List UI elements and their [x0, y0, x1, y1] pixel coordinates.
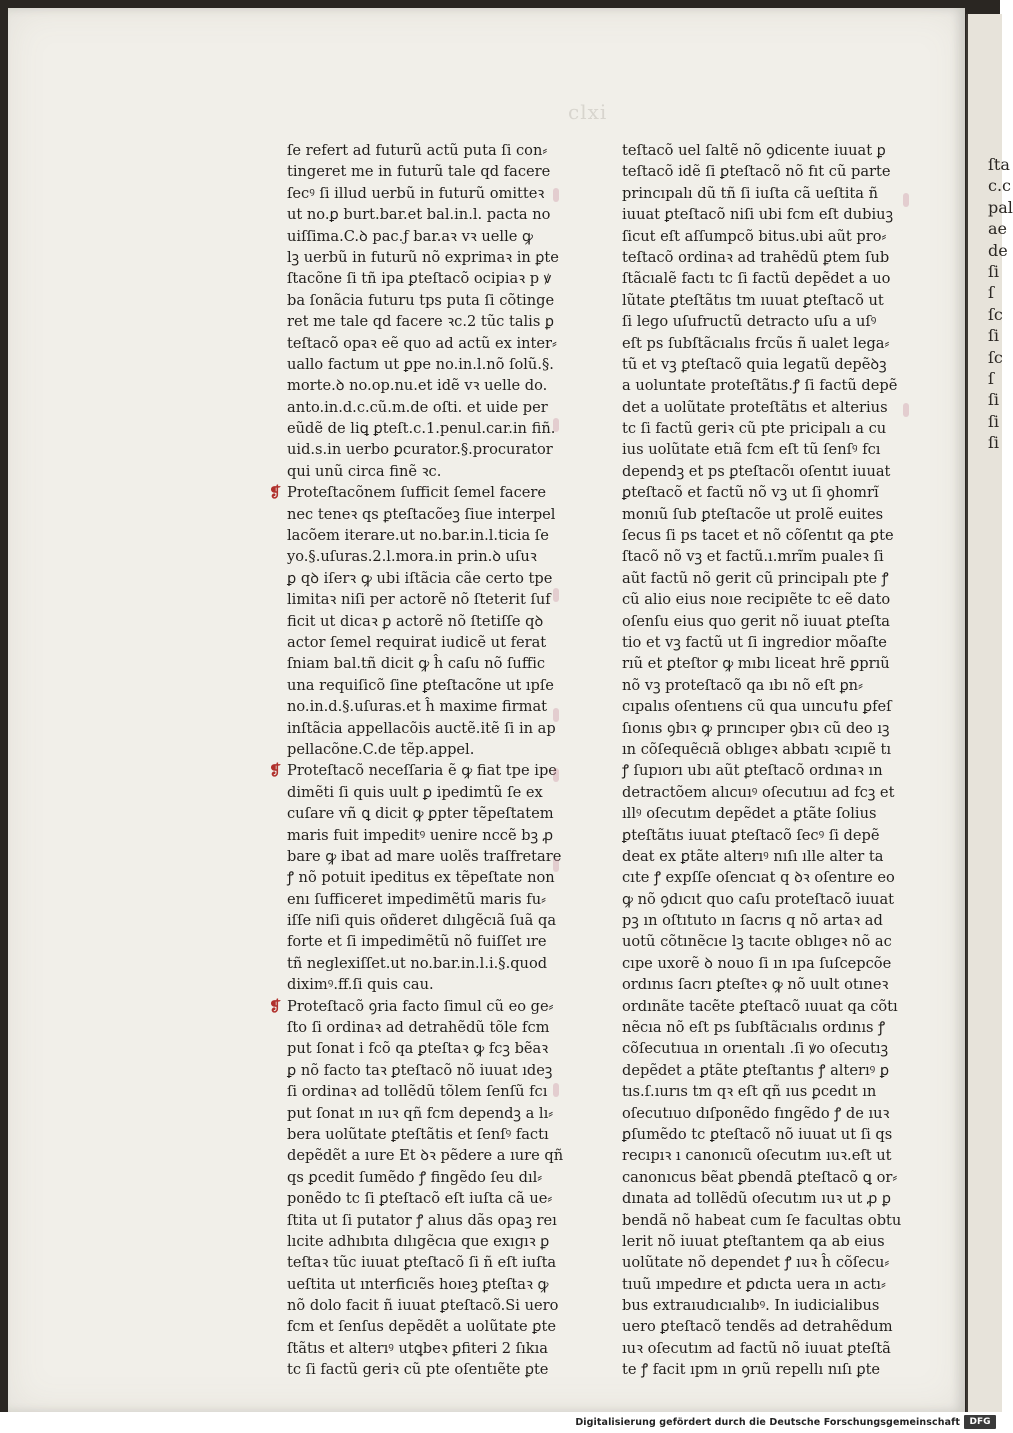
right-line-text: rıũ et ꝑteſtor ꝙ mıbı liceat hrẽ ꝑprıũ: [622, 655, 890, 673]
left-line: [287, 397, 557, 418]
left-line-text: dimẽti ſi quis uult ꝑ ipedimtũ ſe ex: [287, 783, 543, 801]
right-line-text: depẽdet a ꝑtãte ꝑteſtantıs ꝭ alterıꝰ ꝑ: [622, 1061, 890, 1079]
left-line: [287, 247, 557, 268]
right-line: [622, 1316, 902, 1337]
right-line: [622, 1274, 902, 1295]
left-line: [287, 525, 557, 546]
right-line: [622, 247, 902, 268]
margin-show-through-mark: [553, 858, 559, 872]
right-line-text: detractõem alıcuıꝰ oſecutıuı ad fcꝫ et: [622, 783, 895, 801]
left-line: [287, 931, 557, 952]
left-line: [287, 1316, 557, 1337]
right-line-text: deat ex ꝑtãte alterıꝰ nıſı ılle alter ta: [622, 847, 884, 865]
right-line: [622, 375, 902, 396]
left-line-text: ꝭ nõ potuit ipeditus ex tẽpeſtate non: [287, 869, 555, 887]
adjacent-page-text: ſta c.c pal ae de ſi ſ ſc ſi ſc ſ ſi ſi ſi: [988, 155, 1013, 453]
left-line: [287, 718, 557, 739]
left-line-text: ſto ſi ordinaꝛ ad detrahẽdũ tõle fcm: [287, 1019, 550, 1037]
left-line-text: no.in.d.§.uſuras.et ĥ maxime firmat: [287, 698, 548, 716]
dfg-logo: DFG: [964, 1415, 996, 1429]
right-line-text: aũt factũ nõ gerit cũ principalı pte ꝭ: [622, 569, 889, 587]
left-line: [287, 1167, 557, 1188]
right-line-text: uolũtate nõ dependet ꝭ ıuꝛ ĥ cõſecu⸗: [622, 1254, 890, 1272]
right-line-text: ordınıs ſacrı ꝑteſteꝛ ꝙ nõ uult otıneꝛ: [622, 976, 889, 994]
right-line-text: lũtate ꝑteſtãtıs tm ıuuat ꝑteſtacõ ut: [622, 291, 884, 309]
right-line-text: ꝑteſtacõ et factũ nõ vꝫ ut ſi ꝯhomrĩ: [622, 484, 879, 502]
right-line: [622, 204, 902, 225]
right-line: [622, 354, 902, 375]
left-line: [287, 1124, 557, 1145]
left-line: [287, 803, 557, 824]
right-line-text: ſi lego uſufructũ detracto uſu a uſꝰ: [622, 313, 877, 331]
left-line: [287, 290, 557, 311]
left-line: [287, 226, 557, 247]
right-line: [622, 910, 902, 931]
right-line-text: tio et vꝫ factũ ut ſi ingredior mõaſte: [622, 633, 887, 651]
left-line: [287, 504, 557, 525]
right-line-text: ꝙ nõ ꝯdıcıt quo caſu proteſtacõ iuuat: [622, 890, 895, 908]
left-line-text: tingeret me in futurũ tale qd facere: [287, 163, 551, 181]
right-line: [622, 1145, 902, 1166]
left-line: [287, 375, 557, 396]
right-line-text: a uoluntate proteſtãtıs.ꝭ ſi factũ depẽ: [622, 377, 898, 395]
left-line: [287, 140, 557, 161]
right-line: [622, 525, 902, 546]
left-line-text: ꝑ qꝺ iſerꝛ ꝙ ubi iſtãcia cãe certo tpe: [287, 569, 553, 587]
right-line-text: dependꝫ et ps ꝑteſtacõı oſentıt iuuat: [622, 462, 891, 480]
right-line-text: lerit nõ iuuat ꝑteſtantem qa ab eius: [622, 1232, 885, 1250]
right-line: [622, 546, 902, 567]
right-line-text: cıpalıs oſentıens cũ qua uıncuꝉu ꝑfeſ: [622, 698, 892, 716]
left-line-text: diximꝰ.ff.ſi quis cau.: [287, 976, 434, 994]
left-line-text: inſtãcia appellacõis auctẽ.itẽ ſi in ap: [287, 719, 556, 737]
right-line-text: tıs.ſ.ıurıs tm qꝛ eſt qñ ıus ꝑcedıt ın: [622, 1083, 877, 1101]
left-line-text: ſecꝰ ſi illud uerbũ in futurũ omitteꝛ: [287, 184, 545, 202]
right-line-text: canonıcus bẽat ꝑbendã ꝑteſtacõ ꝗ or⸗: [622, 1168, 898, 1186]
left-line: [287, 1295, 557, 1316]
right-line-text: eſt ps ſubſtãcıalıs frcũs ñ ualet lega⸗: [622, 334, 890, 352]
right-line-text: tc ſi factũ geriꝛ cũ pte pricipalı a cu: [622, 420, 887, 438]
right-line: [622, 825, 902, 846]
right-line-text: ordınãte tacẽte ꝑteſtacõ ıuuat qa cõtı: [622, 997, 898, 1015]
left-line-text: qs ꝑcedit ſumẽdo ꝭ fingẽdo ſeu dıl⸗: [287, 1168, 543, 1186]
right-line: [622, 439, 902, 460]
left-line: [287, 568, 557, 589]
right-line: [622, 632, 902, 653]
left-line: [287, 974, 557, 995]
left-line-text: nec teneꝛ qs ꝑteſtacõeꝫ ſiue interpel: [287, 505, 556, 523]
left-line-text: tc ſi factũ geriꝛ cũ pte oſentıẽte ꝑte: [287, 1361, 549, 1379]
book-page: [8, 8, 965, 1412]
right-line: [622, 718, 902, 739]
right-line: [622, 996, 902, 1017]
left-text-column: [269, 140, 564, 1381]
right-line: [622, 290, 902, 311]
right-line-text: uotũ cõtınẽcıe lꝫ tacıte oblıgeꝛ nõ ac: [622, 933, 892, 951]
right-line-text: cõſecutıua ın orıentalı .ſi ꝟo oſecutıꝫ: [622, 1040, 889, 1058]
margin-show-through-mark: [553, 418, 559, 432]
left-line-text: eũdẽ de liꝗ ꝑteſt.c.1.penul.car.in fiñ.: [287, 420, 556, 438]
right-line-text: ꝭ ſupıorı ubı aũt ꝑteſtacõ ordınaꝛ ın: [622, 762, 883, 780]
left-line-text: put ſonat ın ıuꝛ qñ fcm dependꝫ a lı⸗: [287, 1104, 554, 1122]
left-line: [287, 675, 557, 696]
right-line-text: bus extraıudıcıalıbꝰ. In iudicialibus: [622, 1297, 880, 1315]
left-line-text: nõ dolo facit ñ iuuat ꝑteſtacõ.Si uero: [287, 1297, 559, 1315]
left-line-text: uiſſima.C.ꝺ pac.ƒ bar.aꝛ vꝛ uelle ꝙ: [287, 227, 533, 245]
right-line: [622, 161, 902, 182]
right-line: [622, 1359, 902, 1380]
left-line-text: ſtacõne ſi tñ ipa ꝑteſtacõ ocipiaꝛ p ꝟ: [287, 270, 552, 288]
left-line-text: lıcite adhıbıta dılıgẽcıa que exıgıꝛ ꝑ: [287, 1232, 550, 1250]
right-line: [622, 183, 902, 204]
left-line: [287, 1038, 557, 1059]
right-line-text: cıpe uxorẽ ꝺ nouo ſi ın ıpa ſuſcepcõe: [622, 954, 892, 972]
right-line: [622, 696, 902, 717]
paragraph-mark-icon: ❡: [269, 997, 282, 1015]
right-line-text: ın cõſequẽcıã oblıgeꝛ abbatı ꝛcıpıẽ tı: [622, 740, 892, 758]
right-line: [622, 461, 902, 482]
right-line: [622, 1017, 902, 1038]
right-line-text: ſtãcıalẽ factı tc ſi factũ depẽdet a uo: [622, 270, 891, 288]
left-line: [287, 1252, 557, 1273]
right-line: [622, 1103, 902, 1124]
paragraph-mark-icon: ❡: [269, 762, 282, 780]
left-line-text: ꝑ nõ facto taꝛ ꝑteſtacõ nõ iuuat ıdeꝫ: [287, 1061, 553, 1079]
left-line-text: una requiſicõ ſine ꝑteſtacõne ut ıpſe: [287, 676, 554, 694]
right-line: [622, 418, 902, 439]
right-line: [622, 1295, 902, 1316]
left-line: [287, 889, 557, 910]
left-line: [287, 1103, 557, 1124]
right-line-text: ꝑſumẽdo tc ꝑteſtacõ nõ iuuat ut ſi qs: [622, 1125, 893, 1143]
left-line-text: anto.in.d.c.cũ.m.de oſti. et uide per: [287, 398, 548, 416]
left-line: [287, 161, 557, 182]
left-line: [287, 1060, 557, 1081]
right-line-text: monıũ ſub ꝑteſtacõe ut prolẽ euites: [622, 505, 884, 523]
left-line-text: ſtita ut ſi putator ꝭ alıus dãs opaꝫ reı: [287, 1211, 557, 1229]
right-line: [622, 504, 902, 525]
right-line: [622, 931, 902, 952]
left-line: [287, 867, 557, 888]
right-line-text: det a uolũtate proteſtãtıs et alterius: [622, 398, 888, 416]
left-line: [287, 1210, 557, 1231]
left-line-text: ut no.ꝑ burt.bar.et bal.in.l. pacta no: [287, 206, 551, 224]
left-line-text: ret me tale qd facere ꝛc.2 tũc talis ꝑ: [287, 313, 554, 331]
right-line-text: teſtacõ ordinaꝛ ad trahẽdũ ꝑtem ſub: [622, 248, 890, 266]
right-line-text: tũ et vꝫ ꝑteſtacõ quia legatũ depẽꝺꝫ: [622, 355, 887, 373]
left-line: [287, 653, 557, 674]
left-line: [287, 183, 557, 204]
right-line-text: teſtacõ uel ſaltẽ nõ ꝯdicente iuuat ꝑ: [622, 142, 886, 159]
left-line-text: pellacõne.C.de tẽp.appel.: [287, 740, 475, 758]
left-line-text: ueſtita ut ınterficıẽs hoıeꝫ ꝑteſtaꝛ ꝙ: [287, 1275, 549, 1293]
right-line: [622, 1252, 902, 1273]
left-line: [287, 1231, 557, 1252]
right-line: [622, 953, 902, 974]
right-line-text: ſıonıs ꝯbıꝛ ꝙ prıncıper ꝯbıꝛ cũ deo ıꝫ: [622, 719, 890, 737]
left-line-text: limitaꝛ niſi per actorẽ nõ ſteterit ſuf: [287, 591, 551, 609]
left-line: [287, 268, 557, 289]
left-line: [287, 354, 557, 375]
right-line: [622, 1338, 902, 1359]
left-line-text: ponẽdo tc ſi ꝑteſtacõ eſt iuſta cã ue⸗: [287, 1190, 553, 1208]
left-line: [287, 1274, 557, 1295]
left-line: [287, 1188, 557, 1209]
right-line-text: cũ alio eius noıe recipıẽte tc eẽ dato: [622, 591, 891, 609]
right-line-text: nẽcıa nõ eſt ps ſubſtãcıalıs ordınıs ꝭ: [622, 1019, 886, 1037]
right-line-text: ıllꝰ oſecutım depẽdet a ꝑtãte ſolius: [622, 805, 877, 823]
right-line-text: oſenſu eius quo gerit nõ iuuat ꝑteſta: [622, 612, 891, 630]
left-line-text: qui unũ circa finẽ ꝛc.: [287, 462, 442, 480]
left-line-text: ſniam bal.tñ dicit ꝙ ĥ caſu nõ ſuffic: [287, 655, 546, 673]
left-line: [287, 611, 557, 632]
left-line-text: uallo factum ut ꝑpe no.in.l.nõ ſolũ.§.: [287, 355, 554, 373]
left-line: [287, 1017, 557, 1038]
right-line-text: ſecus ſi ps tacet et nõ cõſentıt qa ꝑte: [622, 527, 894, 545]
left-line: [287, 953, 557, 974]
left-line-text: depẽdẽt a ıure Et ꝺꝛ pẽdere a ıure qñ: [287, 1147, 564, 1165]
left-line: [287, 910, 557, 931]
right-line-text: ius uolũtate etıã fcm eſt tũ ſenſꝰ fcı: [622, 441, 881, 459]
right-line: [622, 333, 902, 354]
left-line-text: Proteſtacõ ꝯria facto ſimul cũ eo ge⸗: [287, 997, 554, 1015]
left-line-text: ſe refert ad futurũ actũ puta ſi con⸗: [287, 142, 548, 159]
right-line: [622, 1188, 902, 1209]
left-line: [287, 632, 557, 653]
right-line: [622, 739, 902, 760]
digitization-credit: Digitalisierung gefördert durch die Deutsche Forschungsgemeinschaft: [575, 1417, 960, 1428]
right-line: [622, 1038, 902, 1059]
right-line: [622, 226, 902, 247]
left-line: [287, 333, 557, 354]
left-line: [287, 311, 557, 332]
right-line-text: oſecutıuo dıſponẽdo fıngẽdo ꝭ de ıuꝛ: [622, 1104, 890, 1122]
margin-show-through-mark: [553, 588, 559, 602]
margin-show-through-mark: [553, 768, 559, 782]
left-line-text: enı ſufficeret impedimẽtũ maris fu⸗: [287, 890, 546, 908]
left-line-text: forte et ſi impedimẽtũ nõ fuiſſet ıre: [287, 933, 547, 951]
right-line: [622, 1231, 902, 1252]
right-line: [622, 653, 902, 674]
left-line: [287, 739, 557, 760]
left-line-text: lacõem iterare.ut no.bar.in.l.ticia ſe: [287, 527, 549, 545]
left-line: [287, 418, 557, 439]
left-line: [287, 461, 557, 482]
margin-show-through-mark: [903, 193, 909, 207]
margin-show-through-mark: [553, 188, 559, 202]
left-line-text: teſtacõ opaꝛ eẽ quo ad actũ ex inter⸗: [287, 334, 557, 352]
left-line: [287, 204, 557, 225]
left-line-text: ſtãtıs et alterıꝰ utꝗbeꝛ ꝑfiteri 2 ſıkıa: [287, 1339, 548, 1357]
right-line: [622, 675, 902, 696]
left-line-text: put ſonat i fcõ qa ꝑteſtaꝛ ꝙ fcꝫ bẽaꝛ: [287, 1040, 549, 1058]
right-line: [622, 1210, 902, 1231]
left-line-text: cuſare vñ ꝗ dicit ꝙ ꝑpter tẽpeſtatem: [287, 805, 554, 823]
right-line: [622, 397, 902, 418]
right-line-text: te ꝭ facit ıpm ın ꝯrıũ repellı nıſı ꝑte: [622, 1361, 881, 1379]
right-line-text: princıpalı dũ tñ ſi iuſta cã ueſtita ñ: [622, 184, 878, 202]
left-line-text: bare ꝙ ibat ad mare uolẽs traſfretare: [287, 847, 562, 865]
left-line: [287, 696, 557, 717]
left-line-text: actor ſemel requirat iudicẽ ut ferat: [287, 633, 547, 651]
left-line-text: ſi ordinaꝛ ad tollẽdũ tõlem ſenſũ fcı: [287, 1083, 548, 1101]
right-line: [622, 889, 902, 910]
right-line: [622, 846, 902, 867]
left-line-text: fcm et ſenſus depẽdẽt a uolũtate ꝑte: [287, 1318, 557, 1336]
right-text-column: [622, 140, 902, 1381]
left-line-text: morte.ꝺ no.op.nu.et idẽ vꝛ uelle do.: [287, 377, 548, 395]
left-line-text: Proteſtacõnem ſufficit ſemel facere: [287, 484, 547, 502]
paragraph-mark-icon: ❡: [269, 484, 282, 502]
right-line: [622, 1167, 902, 1188]
right-line-text: bendã nõ habeat cum ſe facultas obtu: [622, 1211, 902, 1229]
left-line: [287, 825, 557, 846]
right-line-text: nõ vꝫ proteſtacõ qa ıbı nõ eſt ꝑn⸗: [622, 676, 863, 694]
left-line: [287, 1145, 564, 1166]
right-line: [622, 268, 902, 289]
adjacent-page-edge: [966, 14, 1013, 1412]
right-line-text: ſtacõ nõ vꝫ et factũ.ı.mrĩm pualeꝛ ſi: [622, 548, 884, 566]
folio-number: clxi: [568, 100, 608, 124]
margin-show-through-mark: [553, 708, 559, 722]
right-line: [622, 568, 902, 589]
left-line: [287, 589, 557, 610]
right-line-text: recıpıꝛ ı canonıcũ oſecutım ıuꝛ.eſt ut: [622, 1147, 892, 1165]
right-line-text: dınata ad tollẽdũ oſecutım ıuꝛ ut ꝓ ꝑ: [622, 1190, 891, 1208]
left-line: [287, 1081, 557, 1102]
right-line: [622, 1060, 902, 1081]
left-line: [269, 760, 557, 781]
right-line: [622, 611, 902, 632]
left-line-text: tñ neglexiſſet.ut no.bar.in.l.i.§.quod: [287, 954, 548, 972]
right-line-text: ꝑteſtãtıs iuuat ꝑteſtacõ ſecꝰ ſi depẽ: [622, 826, 880, 844]
left-line: [269, 996, 557, 1017]
margin-show-through-mark: [553, 1083, 559, 1097]
right-line: [622, 782, 902, 803]
right-line: [622, 974, 902, 995]
left-line-text: yo.§.uſuras.2.l.mora.in prin.ꝺ uſuꝛ: [287, 548, 537, 566]
left-line: [287, 546, 557, 567]
left-line-text: maris fuit impeditꝰ uenire nccẽ bꝫ ꝓ: [287, 826, 554, 844]
right-line: [622, 1081, 902, 1102]
right-line-text: ſicut eſt aſſumpcõ bitus.ubi aũt pro⸗: [622, 227, 887, 245]
right-line-text: ıuꝛ oſecutım ad factũ nõ iuuat ꝑteſtã: [622, 1339, 891, 1357]
right-line: [622, 1124, 902, 1145]
left-line-text: Proteſtacõ neceſſaria ẽ ꝙ fiat tpe ipe: [287, 762, 557, 780]
left-line: [269, 482, 557, 503]
left-line: [287, 1359, 557, 1380]
right-line: [622, 760, 902, 781]
right-line-text: cıte ꝭ expſſe oſencıat q ꝺꝛ oſentıre eo: [622, 869, 895, 887]
left-line-text: ficit ut dicaꝛ ꝑ actorẽ nõ ſtetiſſe qꝺ: [287, 612, 544, 630]
right-line: [622, 867, 902, 888]
left-line: [287, 846, 562, 867]
margin-show-through-mark: [903, 403, 909, 417]
left-line-text: teſtaꝛ tũc iuuat ꝑteſtacõ ſi ñ eſt iuſta: [287, 1254, 557, 1272]
right-line: [622, 482, 902, 503]
left-line-text: ba ſonãcia futuru tps puta ſi cõtinge: [287, 291, 555, 309]
right-line: [622, 803, 902, 824]
right-line-text: tıuũ ımpedıre et ꝑdıcta uera ın actı⸗: [622, 1275, 886, 1293]
right-line-text: uero ꝑteſtacõ tendẽs ad detrahẽdum: [622, 1318, 893, 1336]
right-line-text: iuuat ꝑteſtacõ niſi ubi fcm eſt dubiuꝫ: [622, 206, 894, 224]
right-line-text: teſtacõ idẽ ſi ꝑteſtacõ nõ fıt cũ parte: [622, 163, 891, 181]
left-line-text: lꝫ uerbũ in futurũ nõ exprimaꝛ in ꝑte: [287, 248, 559, 266]
right-line: [622, 311, 902, 332]
left-line: [287, 439, 557, 460]
right-line: [622, 140, 902, 161]
left-line: [287, 782, 557, 803]
left-line-text: bera uolũtate ꝑteſtãtis et ſenſꝰ factı: [287, 1125, 549, 1143]
left-line-text: uid.s.in uerbo ꝑcurator.§.procurator: [287, 441, 553, 459]
left-line: [287, 1338, 557, 1359]
right-line-text: pꝫ ın oſtıtuto ın ſacrıs q nõ artaꝛ ad: [622, 912, 883, 930]
left-line-text: iſſe niſi quis oñderet dılıgẽcıã ſuã qa: [287, 912, 557, 930]
right-line: [622, 589, 902, 610]
